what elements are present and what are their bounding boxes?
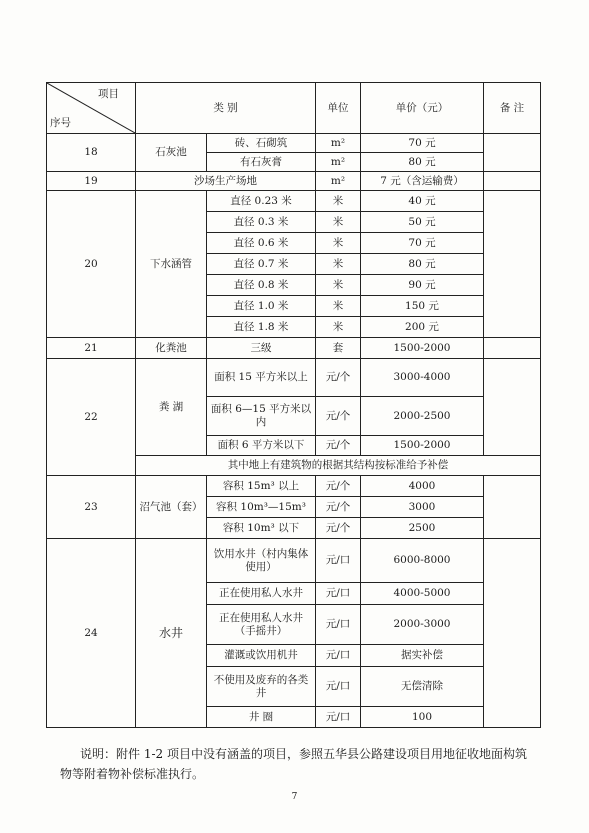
price-cell: 2000-3000 bbox=[361, 605, 484, 645]
unit-cell: 元/个 bbox=[316, 397, 361, 436]
seq-cell: 20 bbox=[47, 191, 136, 338]
seq-cell: 22 bbox=[47, 359, 136, 476]
remark-cell bbox=[484, 539, 541, 728]
spec-cell: 面积 6—15 平方米以内 bbox=[207, 397, 316, 436]
unit-cell: 元/口 bbox=[316, 539, 361, 583]
unit-cell: 元/口 bbox=[316, 645, 361, 667]
table-row bbox=[47, 172, 541, 191]
spec-cell: 不使用及废弃的各类井 bbox=[207, 667, 316, 707]
remark-cell bbox=[484, 191, 541, 338]
price-cell: 90 元 bbox=[361, 275, 484, 296]
spec-cell: 三级 bbox=[207, 338, 316, 359]
price-cell: 2000-2500 bbox=[361, 397, 484, 436]
header-unit: 单位 bbox=[316, 83, 361, 134]
category-cell: 化粪池 bbox=[136, 338, 207, 359]
table-row bbox=[47, 476, 541, 497]
spec-cell: 饮用水井（村内集体使用） bbox=[207, 539, 316, 583]
spec-cell: 容积 10m³ 以下 bbox=[207, 518, 316, 539]
price-cell: 7 元（含运输费） bbox=[361, 172, 484, 191]
spec-cell: 容积 15m³ 以上 bbox=[207, 476, 316, 497]
category-cell: 水井 bbox=[136, 539, 207, 728]
price-cell: 150 元 bbox=[361, 296, 484, 317]
seq-cell: 18 bbox=[47, 134, 136, 172]
unit-cell: 米 bbox=[316, 233, 361, 254]
price-cell: 3000 bbox=[361, 497, 484, 518]
note-cell: 其中地上有建筑物的根据其结构按标准给予补偿 bbox=[136, 456, 541, 476]
unit-cell: m² bbox=[316, 172, 361, 191]
remark-cell bbox=[484, 476, 541, 539]
unit-cell: 元/口 bbox=[316, 707, 361, 728]
price-cell: 无偿清除 bbox=[361, 667, 484, 707]
price-cell: 40 元 bbox=[361, 191, 484, 212]
compensation-table bbox=[46, 82, 541, 728]
unit-cell: 元/个 bbox=[316, 436, 361, 456]
price-cell: 4000-5000 bbox=[361, 583, 484, 605]
table-row bbox=[47, 191, 541, 212]
page-number: 7 bbox=[291, 792, 298, 802]
spec-cell: 直径 0.6 米 bbox=[207, 233, 316, 254]
seq-cell: 19 bbox=[47, 172, 136, 191]
seq-cell: 21 bbox=[47, 338, 136, 359]
spec-cell: 容积 10m³—15m³ bbox=[207, 497, 316, 518]
header-remark: 备 注 bbox=[484, 83, 541, 134]
category-cell: 下水涵管 bbox=[136, 191, 207, 338]
remark-cell bbox=[484, 338, 541, 359]
remark-cell bbox=[484, 134, 541, 172]
price-cell: 3000-4000 bbox=[361, 359, 484, 397]
unit-cell: 米 bbox=[316, 275, 361, 296]
spec-cell: 直径 1.0 米 bbox=[207, 296, 316, 317]
price-cell: 1500-2000 bbox=[361, 436, 484, 456]
table-row bbox=[47, 338, 541, 359]
price-cell: 50 元 bbox=[361, 212, 484, 233]
remark-cell bbox=[484, 172, 541, 191]
header-seq: 序号 bbox=[50, 117, 71, 129]
unit-cell: 元/口 bbox=[316, 583, 361, 605]
price-cell: 6000-8000 bbox=[361, 539, 484, 583]
seq-cell: 23 bbox=[47, 476, 136, 539]
spec-cell: 正在使用私人水井 bbox=[207, 583, 316, 605]
price-cell: 1500-2000 bbox=[361, 338, 484, 359]
header-category: 类 别 bbox=[136, 83, 316, 134]
unit-cell: 米 bbox=[316, 317, 361, 338]
spec-cell: 直径 1.8 米 bbox=[207, 317, 316, 338]
remark-cell bbox=[484, 359, 541, 456]
unit-cell: 米 bbox=[316, 254, 361, 275]
price-cell: 70 元 bbox=[361, 233, 484, 254]
price-cell: 80 元 bbox=[361, 254, 484, 275]
spec-cell: 直径 0.3 米 bbox=[207, 212, 316, 233]
header-row bbox=[47, 83, 541, 134]
spec-cell: 面积 15 平方米以上 bbox=[207, 359, 316, 397]
unit-cell: 米 bbox=[316, 191, 361, 212]
unit-cell: 元/口 bbox=[316, 605, 361, 645]
price-cell: 80 元 bbox=[361, 153, 484, 172]
price-cell: 200 元 bbox=[361, 317, 484, 338]
seq-cell: 24 bbox=[47, 539, 136, 728]
unit-cell: m² bbox=[316, 153, 361, 172]
spec-cell: 砖、石砌筑 bbox=[207, 134, 316, 153]
unit-cell: m² bbox=[316, 134, 361, 153]
spec-cell: 正在使用私人水井（手摇井） bbox=[207, 605, 316, 645]
price-cell: 4000 bbox=[361, 476, 484, 497]
category-cell: 石灰池 bbox=[136, 134, 207, 172]
unit-cell: 元/个 bbox=[316, 518, 361, 539]
unit-cell: 套 bbox=[316, 338, 361, 359]
unit-cell: 米 bbox=[316, 212, 361, 233]
category-cell: 沙场生产场地 bbox=[136, 172, 316, 191]
header-diagonal-cell bbox=[47, 83, 136, 134]
spec-cell: 有石灰膏 bbox=[207, 153, 316, 172]
spec-cell: 面积 6 平方米以下 bbox=[207, 436, 316, 456]
price-cell: 2500 bbox=[361, 518, 484, 539]
price-cell: 70 元 bbox=[361, 134, 484, 153]
unit-cell: 元/个 bbox=[316, 476, 361, 497]
unit-cell: 元/口 bbox=[316, 667, 361, 707]
unit-cell: 元/个 bbox=[316, 497, 361, 518]
spec-cell: 直径 0.8 米 bbox=[207, 275, 316, 296]
spec-cell: 直径 0.23 米 bbox=[207, 191, 316, 212]
footnote: 说明：附件 1-2 项目中没有涵盖的项目，参照五华县公路建设项目用地征收地面构筑物等附着物补偿标准执行。 bbox=[60, 747, 527, 781]
header-item: 项目 bbox=[98, 88, 119, 100]
price-cell: 100 bbox=[361, 707, 484, 728]
table-row bbox=[47, 134, 541, 153]
category-cell: 沼气池（套） bbox=[136, 476, 207, 539]
table-row bbox=[47, 539, 541, 583]
header-price: 单价（元） bbox=[361, 83, 484, 134]
spec-cell: 井 圈 bbox=[207, 707, 316, 728]
category-cell: 粪 湖 bbox=[136, 359, 207, 456]
table-row bbox=[47, 359, 541, 397]
price-cell: 据实补偿 bbox=[361, 645, 484, 667]
spec-cell: 灌溉或饮用机井 bbox=[207, 645, 316, 667]
spec-cell: 直径 0.7 米 bbox=[207, 254, 316, 275]
unit-cell: 米 bbox=[316, 296, 361, 317]
unit-cell: 元/个 bbox=[316, 359, 361, 397]
